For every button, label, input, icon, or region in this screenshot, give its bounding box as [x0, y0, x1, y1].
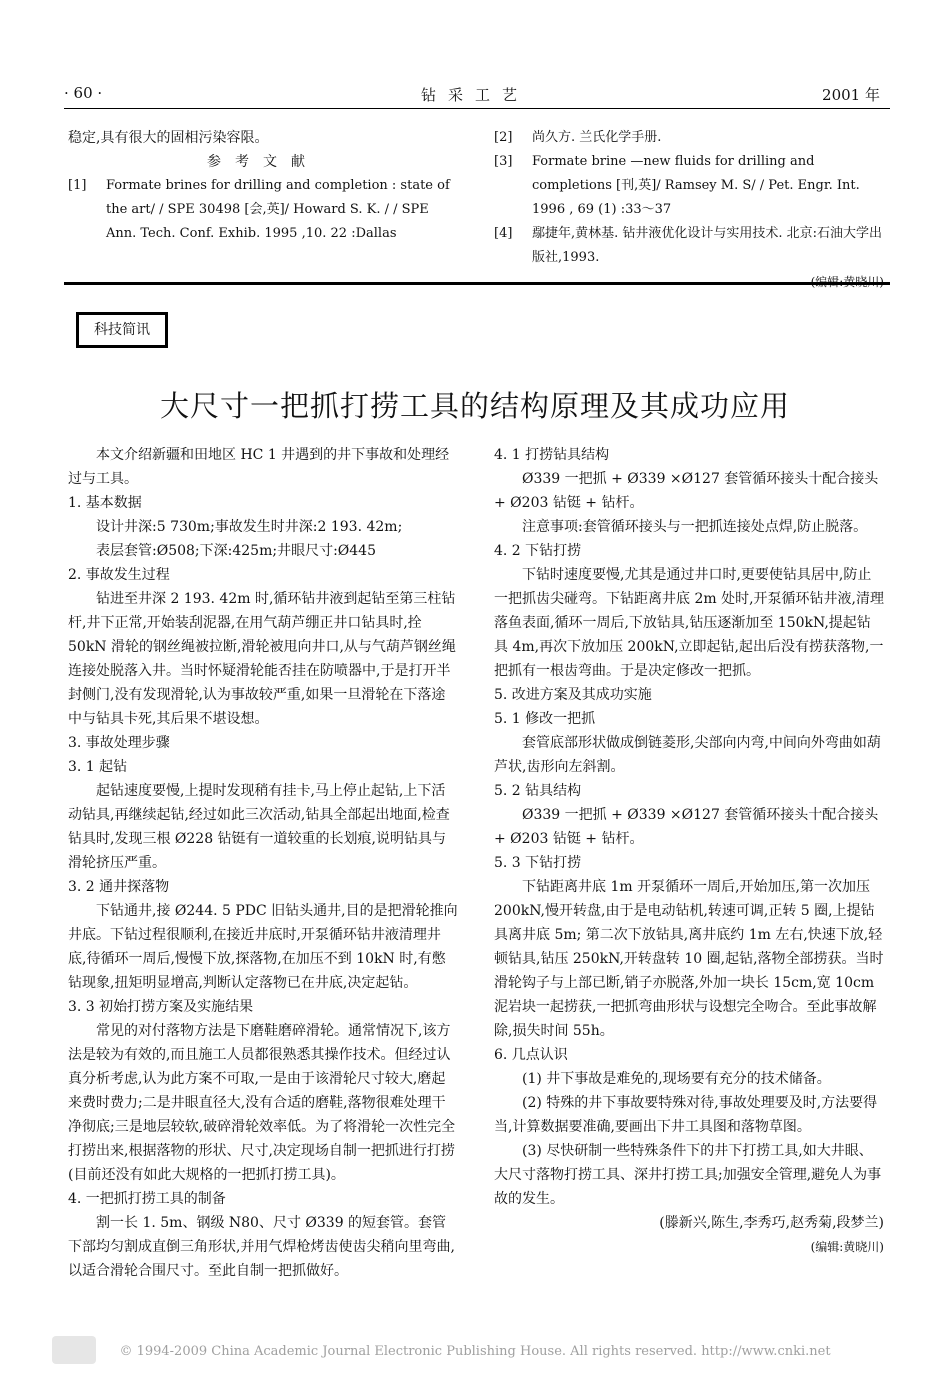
paragraph: (2) 特殊的井下事故要特殊对待,事故处理要及时,方法要得当,计算数据要准确,要画出下井工具图和落物草图。 — [494, 1095, 878, 1135]
left-column — [68, 443, 458, 1283]
reference-number: [4] — [494, 226, 513, 241]
article-title: 大尺寸一把抓打捞工具的结构原理及其成功应用 — [159, 389, 790, 423]
paragraph: (滕新兴,陈生,李秀巧,赵秀菊,段梦兰) — [659, 1215, 884, 1231]
right-column — [494, 443, 884, 1259]
journal-name: 钻采工艺 — [420, 86, 529, 104]
paragraph: 3. 2 通井探落物 — [68, 879, 170, 895]
section-rule — [64, 282, 890, 285]
header-rule — [64, 108, 890, 109]
reference-item — [494, 222, 884, 270]
paragraph: 4. 2 下钻打捞 — [494, 543, 582, 559]
paragraph: 注意事项:套管循环接头与一把抓连接处点焊,防止脱落。 — [522, 519, 868, 535]
paragraph: (3) 尽快研制一些特殊条件下的井下打捞工具,如大井眼、大尺寸落物打捞工具、深井打捞工具;加强安全管理,避免人为事故的发生。 — [494, 1143, 882, 1207]
top-right-block — [494, 126, 884, 294]
reference-number: [1] — [68, 178, 87, 193]
paragraph: 5. 2 钻具结构 — [494, 783, 582, 799]
paragraph: Ø339 一把抓 + Ø339 ×Ø127 套管循环接头十配合接头 + Ø203 钻铤 + 钻杆。 — [494, 471, 879, 511]
paragraph: 6. 几点认识 — [494, 1047, 568, 1063]
reference-item — [494, 150, 884, 222]
paragraph: 常见的对付落物方法是下磨鞋磨碎滑轮。通常情况下,该方法是较为有效的,而且施工人员都很熟悉其操作技术。但经过认真分析考虑,认为此方案不可取,一是由于该滑轮尺寸较大,磨起来费时费力;二是井眼直径大,没有合适的磨鞋,落物很难处理干净彻底;三是地层较软,破碎滑轮效率低。为了将滑轮一次性完全打捞出来,根据落物的形状、尺寸,决定现场自制一把抓进行打捞(目前还没有如此大规格的一把抓打捞工具)。 — [68, 1023, 456, 1183]
paragraph: 钻进至井深 2 193. 42m 时,循环钻井液到起钻至第三柱钻杆,井下正常,开始装刮泥器,在用气葫芦绷正井口钻具时,拴 50kN 滑轮的钢丝绳被拉断,滑轮被甩向井口,从与气葫芦钢丝绳连接处脱落入井。当时怀疑滑轮能否挂在防喷器中,于是打开半封侧门,没有发现滑轮,认为事故较严重,如果一旦滑轮在下落途中与钻具卡死,其后果不堪设想。 — [68, 591, 456, 727]
paragraph: 2. 事故发生过程 — [68, 567, 170, 583]
reference-text: 鄢捷年,黄林基. 钻井液优化设计与实用技术. 北京:石油大学出版社,1993. — [532, 226, 883, 265]
reference-text: Formate brine —new fluids for drilling and completions [刊,英]/ Ramsey M. S/ / Pet. Engr. Int. 1996 , 69 (1) :33～37 — [532, 154, 860, 217]
continuation-text: 稳定,具有很大的固相污染容限。 — [68, 130, 269, 146]
paragraph: 本文介绍新疆和田地区 HC 1 井遇到的井下事故和处理经过与工具。 — [68, 447, 450, 487]
paragraph: 下钻时速度要慢,尤其是通过井口时,更要使钻具居中,防止一把抓齿尖碰弯。下钻距离井底 2m 处时,开泵循环钻井液,清理落鱼表面,循环一周后,下放钻具,钻压逐渐加至 150kN,提起钻具 4m,再次下放加压 200kN,立即起钻,起出后没有捞获落物,一把抓有一根齿弯曲。于是决定修改一把抓。 — [494, 567, 884, 679]
reference-text: Formate brines for drilling and completion : state of the art/ / SPE 30498 [会,英]/ Howard S. K. / / SPE Ann. Tech. Conf. Exhib. 1995 ,10. 22 :Dallas — [106, 178, 450, 241]
issue-year: 2001 年 — [822, 86, 880, 104]
paragraph: 4. 一把抓打捞工具的制备 — [68, 1191, 226, 1207]
paragraph: Ø339 一把抓 + Ø339 ×Ø127 套管循环接头十配合接头 + Ø203 钻铤 + 钻杆。 — [494, 807, 879, 847]
page-number: · 60 · — [64, 84, 103, 102]
paragraph: 1. 基本数据 — [68, 495, 142, 511]
paragraph: (1) 井下事故是难免的,现场要有充分的技术储备。 — [522, 1071, 831, 1087]
section-label-box: 科技简讯 — [76, 312, 168, 348]
paragraph: 3. 3 初始打捞方案及实施结果 — [68, 999, 254, 1015]
paragraph: 表层套管:Ø508;下深:425m;井眼尺寸:Ø445 — [96, 543, 376, 559]
paragraph: 3. 1 起钻 — [68, 759, 128, 775]
paragraph: 5. 3 下钻打捞 — [494, 855, 582, 871]
paragraph: 下钻通井,接 Ø244. 5 PDC 旧钻头通井,目的是把滑轮推向井底。下钻过程很顺利,在接近井底时,开泵循环钻井液清理井底,待循环一周后,慢慢下放,探落物,在加压不到 10kN 时,有憋钻现象,扭矩明显增高,判断认定落物已在井底,决定起钻。 — [68, 903, 458, 991]
paragraph: 下钻距离井底 1m 开泵循环一周后,开始加压,第一次加压 200kN,慢开转盘,由于是电动钻机,转速可调,正转 5 圈,上提钻具离井底 5m; 第二次下放钻具,离井底约 1m 左右,快速下放,轻顿钻具,钻压 250kN,开转盘转 10 圈,起钻,落物全部捞获。当时滑轮钩子与上部已断,销子亦脱落,外加一块长 15cm,宽 10cm 泥岩块一起捞获,一把抓弯曲形状与设想完全吻合。至此事故解除,损失时间 55h。 — [494, 879, 884, 1039]
top-left-block — [68, 126, 458, 246]
paragraph: 割一长 1. 5m、钢级 N80、尺寸 Ø339 的短套管。套管下部均匀割成直倒三角形状,并用气焊枪烤齿使齿尖稍向里弯曲,以适合滑轮合围尺寸。至此自制一把抓做好。 — [68, 1215, 455, 1279]
reference-number: [2] — [494, 130, 513, 145]
paragraph: 设计井深:5 730m;事故发生时井深:2 193. 42m; — [96, 519, 403, 535]
editor-credit: (编辑:黄晓川) — [810, 1240, 884, 1254]
references-heading: 参考文献 — [207, 154, 319, 170]
paragraph: 4. 1 打捞钻具结构 — [494, 447, 610, 463]
paragraph: 套管底部形状做成倒链菱形,尖部向内弯,中间向外弯曲如葫芦状,齿形向左斜割。 — [494, 735, 881, 775]
reference-item — [494, 126, 884, 150]
paragraph: 5. 改进方案及其成功实施 — [494, 687, 652, 703]
reference-item — [68, 174, 458, 246]
reference-number: [3] — [494, 154, 513, 169]
paragraph: 起钻速度要慢,上提时发现稍有挂卡,马上停止起钻,上下活动钻具,再继续起钻,经过如此三次活动,钻具全部起出地面,检查钻具时,发现三根 Ø228 钻铤有一道较重的长划痕,说明钻具与滑轮挤压严重。 — [68, 783, 450, 871]
reference-text: 尚久方. 兰氏化学手册. — [532, 130, 662, 145]
paragraph: 3. 事故处理步骤 — [68, 735, 170, 751]
paragraph: 5. 1 修改一把抓 — [494, 711, 596, 727]
copyright-footer: © 1994-2009 China Academic Journal Electronic Publishing House. All rights reserved. http://www.cnki.net — [119, 1344, 831, 1359]
